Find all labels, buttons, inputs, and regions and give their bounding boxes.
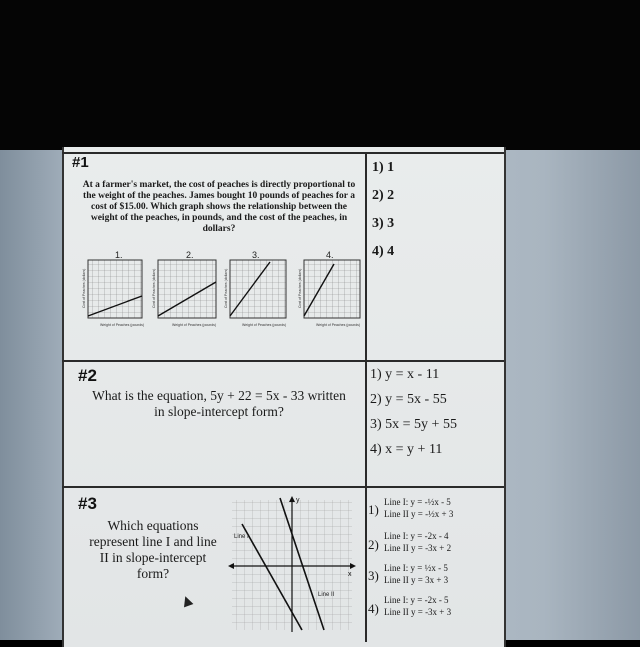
q3-answer-1-number: 1) bbox=[368, 502, 379, 517]
graph-4-xlabel: Weight of Peaches (pounds) bbox=[316, 323, 361, 327]
dark-background bbox=[0, 0, 640, 150]
graph-2-label: 2. bbox=[186, 250, 194, 260]
q3-answer-1-line1: Line I: y = -½x - 5 bbox=[384, 497, 451, 507]
graphs-svg bbox=[80, 258, 370, 330]
question-1-text: At a farmer's market, the cost of peaches is directly proportional to the weight of the peaches. James bought 10 pounds of peaches for a cost of $15.00. Which graph shows the relationship between the weight of the peaches, in pounds, and the cost of the peaches, in dollars? bbox=[82, 180, 356, 234]
x-axis-label: x bbox=[348, 571, 352, 578]
row-divider-1 bbox=[62, 360, 504, 362]
graph-3-ylabel: Cost of Peaches (dollars) bbox=[224, 268, 228, 308]
q2-answer-4[interactable]: 4) x = y + 11 bbox=[370, 442, 443, 457]
q3-answer-1-line2: Line II y = -½x + 3 bbox=[384, 509, 454, 519]
row-divider-top bbox=[62, 152, 504, 154]
q1-answer-2[interactable]: 2) 2 bbox=[372, 188, 395, 203]
row-divider-2 bbox=[62, 486, 504, 488]
graph-3-xlabel: Weight of Peaches (pounds) bbox=[242, 323, 287, 327]
q2-answer-2[interactable]: 2) y = 5x - 55 bbox=[370, 392, 447, 407]
q1-answer-1[interactable]: 1) 1 bbox=[372, 160, 395, 175]
q3-answer-2-line1: Line I: y = -2x - 4 bbox=[384, 531, 449, 541]
y-axis-label: y bbox=[296, 497, 300, 504]
q3-answer-4-line2: Line II y = -3x + 3 bbox=[384, 607, 452, 617]
graph-1-ylabel: Cost of Peaches (dollars) bbox=[82, 268, 86, 308]
graph-2 bbox=[158, 260, 216, 318]
q1-answer-4[interactable]: 4) 4 bbox=[372, 244, 395, 259]
q3-coordinate-plane bbox=[228, 494, 358, 634]
q3-answer-2-number: 2) bbox=[368, 537, 379, 552]
graph-4-ylabel: Cost of Peaches (dollars) bbox=[298, 268, 302, 308]
question-2-number: #2 bbox=[78, 366, 97, 385]
q2-answer-1[interactable]: 1) y = x - 11 bbox=[370, 367, 440, 382]
graph-2-xlabel: Weight of Peaches (pounds) bbox=[172, 323, 217, 327]
q3-answer-2-line2: Line II y = -3x + 2 bbox=[384, 543, 452, 553]
graph-3 bbox=[230, 260, 286, 318]
graph-1-label: 1. bbox=[115, 250, 123, 260]
column-divider bbox=[365, 152, 367, 642]
q3-answer-3-number: 3) bbox=[368, 568, 379, 583]
graph-4 bbox=[304, 260, 360, 318]
graph-2-ylabel: Cost of Peaches (dollars) bbox=[152, 268, 156, 308]
line-II-label: Line II bbox=[318, 592, 335, 598]
graph-4-label: 4. bbox=[326, 250, 334, 260]
q3-answer-3-line1: Line I: y = ½x - 5 bbox=[384, 563, 448, 573]
q3-answer-4-line1: Line I: y = -2x - 5 bbox=[384, 595, 449, 605]
question-2-text: What is the equation, 5y + 22 = 5x - 33 written in slope-intercept form? bbox=[92, 388, 346, 419]
graph-1-xlabel: Weight of Peaches (pounds) bbox=[100, 323, 145, 327]
question-3-number: #3 bbox=[78, 494, 97, 513]
question-1-number: #1 bbox=[72, 154, 89, 171]
q3-answer-3-line2: Line II y = 3x + 3 bbox=[384, 575, 449, 585]
graph-3-label: 3. bbox=[252, 250, 260, 260]
q1-answer-3[interactable]: 3) 3 bbox=[372, 216, 395, 231]
q2-answer-3[interactable]: 3) 5x = 5y + 55 bbox=[370, 417, 457, 432]
question-3-text: Which equations represent line I and line II in slope-intercept form? bbox=[89, 518, 217, 581]
q3-answer-4-number: 4) bbox=[368, 601, 379, 616]
line-I-label: Line I bbox=[234, 534, 249, 540]
graph-1 bbox=[88, 260, 142, 318]
